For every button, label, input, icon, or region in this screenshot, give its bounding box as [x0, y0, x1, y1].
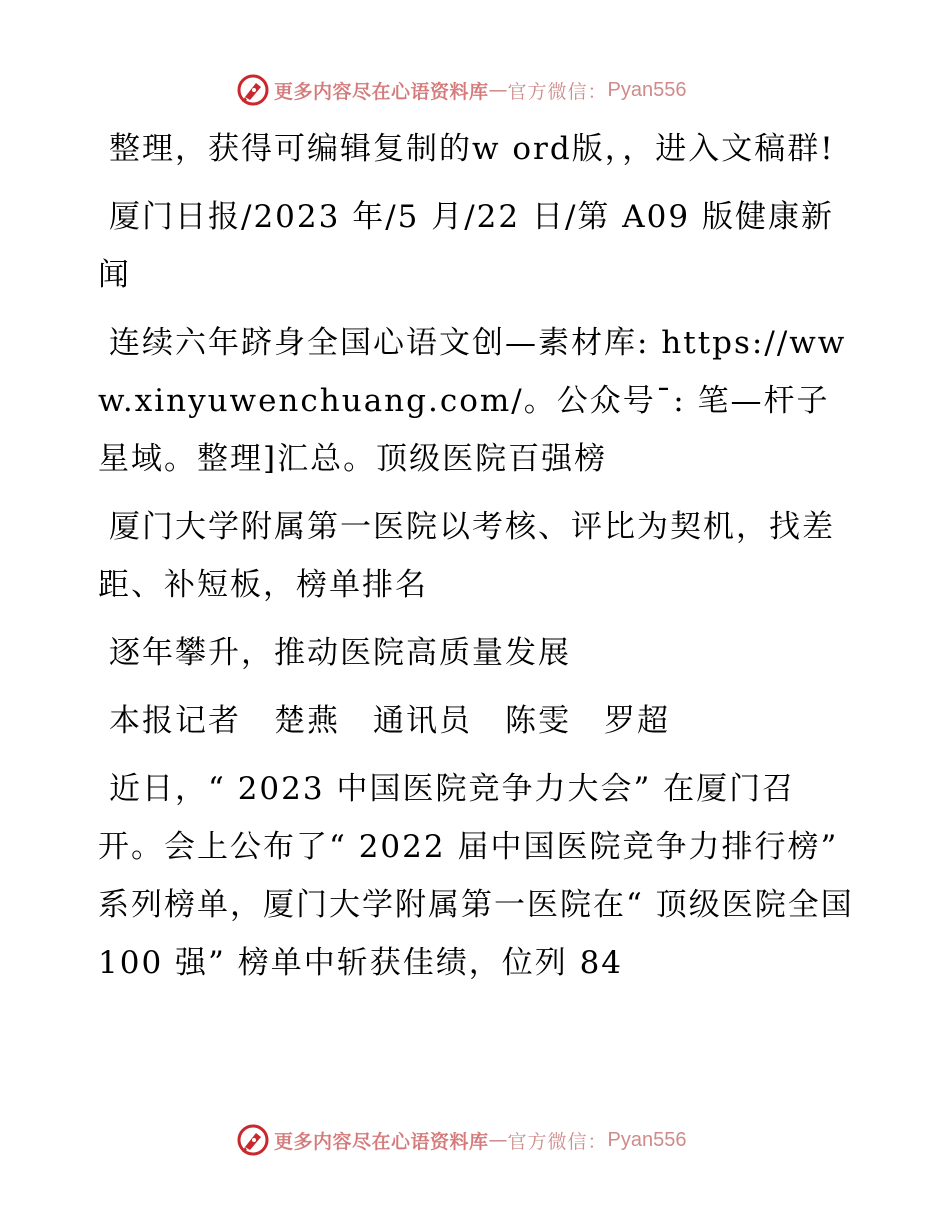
paragraph-promo: 连续六年跻身全国心语文创—素材库: https://www.xinyuwenchuang.com/。公众号¯: 笔—杆子星域。整理]汇总。顶级医院百强榜	[98, 325, 847, 477]
header-separator: —	[488, 79, 508, 101]
header-wechat-label: 官方微信：	[507, 80, 608, 103]
paragraph-lead: 近日，“ 2023 中国医院竞争力大会” 在厦门召开。会上公布了“ 2022 届中国医院竞争力排行榜” 系列榜单，厦门大学附属第一医院在“ 顶级医院全国 100 强” 榜单中斩获佳绩，位列 84	[98, 771, 854, 981]
header-wechat-id: Pyan556	[607, 78, 687, 101]
footer-slogan: 更多内容尽在心语资料库	[274, 1130, 489, 1153]
paragraph-subheadline: 逐年攀升，推动医院高质量发展	[109, 635, 571, 671]
pen-nib-logo-icon	[236, 1123, 270, 1157]
paragraph-intro: 整理，获得可编辑复制的w ord版，，进入文稿群!	[109, 131, 835, 167]
header-banner	[236, 72, 687, 108]
footer-banner	[236, 1122, 687, 1158]
footer-wechat-label: 官方微信：	[507, 1130, 608, 1153]
paragraph-headline: 厦门大学附属第一医院以考核、评比为契机，找差距、补短板，榜单排名	[98, 509, 835, 603]
footer-wechat-id: Pyan556	[607, 1128, 687, 1151]
footer-separator: —	[488, 1129, 508, 1151]
paragraph-source: 厦门日报/2023 年/5 月/22 日/第 A09 版健康新闻	[98, 199, 834, 293]
header-slogan: 更多内容尽在心语资料库	[274, 80, 489, 103]
paragraph-byline: 本报记者 楚燕 通讯员 陈雯 罗超	[109, 703, 670, 739]
article-body	[98, 120, 858, 1002]
pen-nib-logo-icon	[236, 73, 270, 107]
